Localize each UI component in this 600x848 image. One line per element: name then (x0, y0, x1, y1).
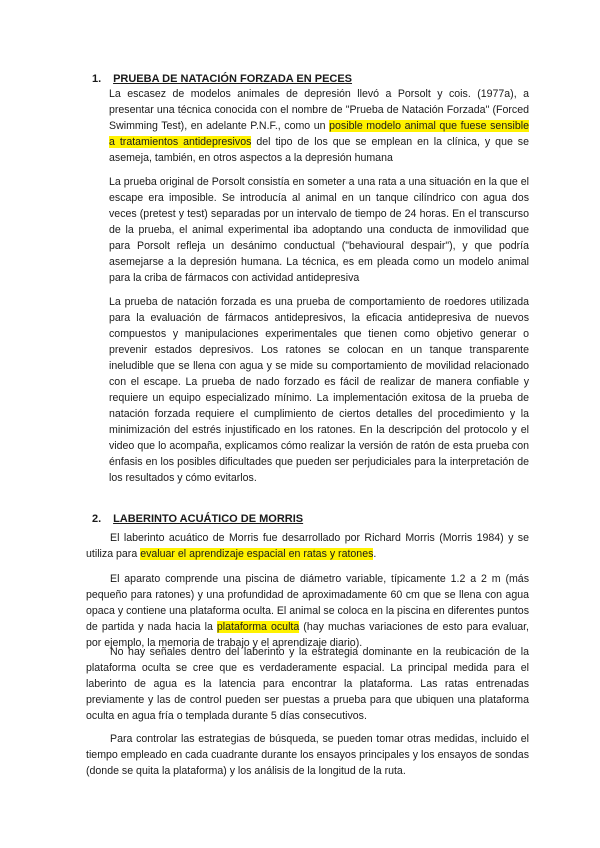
section-2-p2-text-a: El aparato comprende una piscina de diámetro variable, típicamente 1.2 a 2 m (más pequeño para ratones) y una profundidad de aproximadamente 60 cm que se llena con agua opaca y contiene una plataforma oculta. El animal se coloca en la piscina en diferentes puntos de partida y nada hacia la (86, 573, 529, 633)
section-1-p1-highlight: posible modelo animal que fuese sensible a tratamientos antidepresivos (109, 120, 529, 148)
section-2-paragraph-2 (86, 571, 529, 651)
section-1-p1-text-a: La escasez de modelos animales de depresión llevó a Porsolt y cois. (1977a), a presentar una técnica conocida con el nombre de "Prueba de Natación Forzada" (Forced Swimming Test), en adelante P.N.F., como un (109, 88, 529, 132)
section-2-p2-highlight: plataforma oculta (216, 621, 300, 633)
section-1-number: 1. (92, 73, 102, 85)
section-2-heading (92, 513, 303, 525)
section-2-p1-highlight: evaluar el aprendizaje espacial en ratas y ratones (140, 548, 374, 560)
section-1-heading (92, 73, 352, 85)
section-2-number: 2. (92, 513, 102, 525)
section-2-title: LABERINTO ACUÁTICO DE MORRIS (113, 513, 304, 525)
section-1-p1-text-b: del tipo de los que se emplean en la clínica, y que se asemeja, también, en otros aspectos a la depresión humana (109, 136, 529, 164)
section-1-paragraph-3: La prueba de natación forzada es una prueba de comportamiento de roedores utilizada para la evaluación de fármacos antidepresivos, la eficacia antidepresiva de nuevos compuestos y manipulaciones experimentales que tienen como objetivo generar o prevenir estados depresivos. Los ratones se colocan en un tanque transparente ineludible que se llena con agua y se mide su comportamiento de movilidad relacionado con el escape. La prueba de nado forzado es fácil de realizar de manera confiable y requiere un equipo especializado mínimo. La implementación exitosa de la prueba de natación forzada requiere el cumplimiento de ciertos detalles del procedimiento y la minimización del estrés injustificado en los ratones. En la descripción del protocolo y el video que lo acompaña, explicamos cómo realizar la versión de ratón de esta prueba con énfasis en los posibles dificultades que pueden ser perjudiciales para la interpretación de los resultados y cómo evitarlos. (109, 296, 529, 484)
section-2-paragraph-3: No hay señales dentro del laberinto y la estrategia dominante en la reubicación de la plataforma oculta se cree que es verdaderamente espacial. La principal medida para el laberinto de agua es la latencia para encontrar la plataforma. Las ratas entrenadas previamente y las de control pueden ser puestas a prueba para que ubiquen una plataforma oculta en agua fría o templada durante 5 días consecutivos. (86, 646, 529, 722)
section-1-paragraph-1 (109, 86, 529, 166)
section-1-title: PRUEBA DE NATACIÓN FORZADA EN PECES (113, 73, 353, 85)
section-2-paragraph-4: Para controlar las estrategias de búsqueda, se pueden tomar otras medidas, incluido el tiempo empleado en cada cuadrante durante los ensayos principales y los ensayos de sondas (donde se quita la plataforma) y los análisis de la longitud de la ruta. (86, 733, 529, 777)
section-2-p1-text-b: . (373, 548, 377, 560)
section-1-paragraph-2: La prueba original de Porsolt consistía en someter a una rata a una situación en la que el escape era imposible. Se introducía al animal en un tanque cilíndrico con agua dos veces (pretest y test) separadas por un intervalo de tiempo de 24 horas. En el transcurso de la prueba, el animal experimental iba adoptando una conducta de inmovilidad que para Porsolt refleja un desánimo conductual ("behavioural despair"), y que podría asemejarse a la depresión humana. La técnica, es em pleada como un modelo animal para la criba de fármacos con actividad antidepresiva (109, 176, 529, 284)
section-2-p2-text-b: (hay muchas variaciones de esto para evaluar, por ejemplo, la memoria de trabajo y el aprendizaje diario). (86, 621, 529, 649)
section-2-paragraph-1 (86, 530, 529, 562)
section-2-p1-text-a: El laberinto acuático de Morris fue desarrollado por Richard Morris (Morris 1984) y se utiliza para (86, 532, 529, 560)
